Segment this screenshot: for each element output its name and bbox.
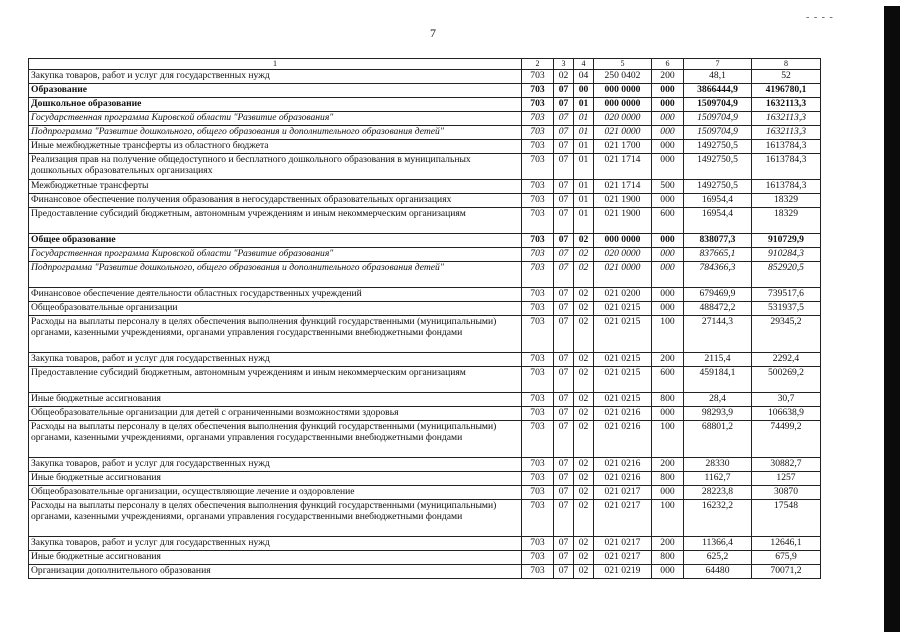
row-amount-col7: 679469,9 (684, 288, 752, 302)
row-expense-type: 200 (652, 353, 684, 367)
row-amount-col8: 2292,4 (752, 353, 821, 367)
row-section: 07 (554, 472, 574, 486)
row-name: Расходы на выплаты персоналу в целях обеспечения выполнения функций государственными (муниципальными) органами, казенными учреждениями, органами управления государственными внебюджетными фондами (29, 316, 522, 353)
header-col-3: 3 (554, 59, 574, 70)
row-amount-col8: 18329 (752, 208, 821, 234)
row-ministry-code: 703 (522, 565, 554, 579)
row-amount-col8: 29345,2 (752, 316, 821, 353)
row-target-code: 250 0402 (594, 70, 652, 84)
row-ministry-code: 703 (522, 393, 554, 407)
row-expense-type: 000 (652, 84, 684, 98)
row-target-code: 021 1900 (594, 208, 652, 234)
header-col-7: 7 (684, 59, 752, 70)
row-subsection: 01 (574, 208, 594, 234)
table-row (29, 367, 821, 393)
row-section: 07 (554, 500, 574, 537)
row-ministry-code: 703 (522, 367, 554, 393)
row-amount-col7: 16954,4 (684, 194, 752, 208)
row-target-code: 021 0000 (594, 262, 652, 288)
row-subsection: 02 (574, 472, 594, 486)
table-row (29, 70, 821, 84)
table-row (29, 500, 821, 537)
row-amount-col8: 70071,2 (752, 565, 821, 579)
row-subsection: 02 (574, 248, 594, 262)
row-subsection: 02 (574, 565, 594, 579)
row-section: 07 (554, 407, 574, 421)
row-target-code: 021 1700 (594, 140, 652, 154)
row-amount-col7: 1492750,5 (684, 180, 752, 194)
row-ministry-code: 703 (522, 208, 554, 234)
table-row (29, 472, 821, 486)
table-row (29, 407, 821, 421)
row-name: Иные бюджетные ассигнования (29, 472, 522, 486)
row-section: 07 (554, 98, 574, 112)
row-expense-type: 000 (652, 126, 684, 140)
table-row (29, 458, 821, 472)
table-row (29, 140, 821, 154)
row-amount-col7: 3866444,9 (684, 84, 752, 98)
row-ministry-code: 703 (522, 353, 554, 367)
row-amount-col8: 17548 (752, 500, 821, 537)
header-col-6: 6 (652, 59, 684, 70)
row-amount-col7: 16954,4 (684, 208, 752, 234)
row-expense-type: 000 (652, 565, 684, 579)
row-target-code: 021 0000 (594, 126, 652, 140)
row-name: Предоставление субсидий бюджетным, автономным учреждениям и иным некоммерческим организациям (29, 208, 522, 234)
row-amount-col7: 16232,2 (684, 500, 752, 537)
row-expense-type: 800 (652, 551, 684, 565)
row-target-code: 021 0217 (594, 537, 652, 551)
row-name: Иные бюджетные ассигнования (29, 393, 522, 407)
table-row (29, 421, 821, 458)
row-name: Государственная программа Кировской области "Развитие образования" (29, 248, 522, 262)
row-amount-col7: 459184,1 (684, 367, 752, 393)
row-amount-col8: 12646,1 (752, 537, 821, 551)
row-ministry-code: 703 (522, 407, 554, 421)
row-target-code: 000 0000 (594, 98, 652, 112)
row-ministry-code: 703 (522, 112, 554, 126)
header-col-2: 2 (522, 59, 554, 70)
table-row (29, 208, 821, 234)
row-expense-type: 200 (652, 458, 684, 472)
row-expense-type: 100 (652, 421, 684, 458)
row-expense-type: 000 (652, 140, 684, 154)
row-amount-col7: 27144,3 (684, 316, 752, 353)
row-subsection: 02 (574, 367, 594, 393)
header-col-5: 5 (594, 59, 652, 70)
row-amount-col8: 1613784,3 (752, 180, 821, 194)
budget-table (28, 58, 821, 579)
row-section: 07 (554, 458, 574, 472)
table-row (29, 486, 821, 500)
row-section: 07 (554, 302, 574, 316)
table-row (29, 248, 821, 262)
row-ministry-code: 703 (522, 70, 554, 84)
row-subsection: 01 (574, 154, 594, 180)
row-target-code: 021 0215 (594, 393, 652, 407)
row-subsection: 00 (574, 84, 594, 98)
row-amount-col7: 68801,2 (684, 421, 752, 458)
table-row (29, 565, 821, 579)
row-ministry-code: 703 (522, 154, 554, 180)
row-target-code: 020 0000 (594, 112, 652, 126)
table-row (29, 84, 821, 98)
row-amount-col8: 852920,5 (752, 262, 821, 288)
row-name: Иные бюджетные ассигнования (29, 551, 522, 565)
row-amount-col7: 838077,3 (684, 234, 752, 248)
row-expense-type: 800 (652, 393, 684, 407)
corner-mark: - - - - (806, 12, 834, 23)
row-ministry-code: 703 (522, 537, 554, 551)
row-name: Подпрограмма "Развитие дошкольного, общего образования и дополнительного образования детей" (29, 126, 522, 140)
row-ministry-code: 703 (522, 248, 554, 262)
row-section: 02 (554, 70, 574, 84)
table-row (29, 551, 821, 565)
row-amount-col7: 11366,4 (684, 537, 752, 551)
table-row (29, 234, 821, 248)
row-ministry-code: 703 (522, 180, 554, 194)
row-amount-col7: 48,1 (684, 70, 752, 84)
header-col-8: 8 (752, 59, 821, 70)
row-ministry-code: 703 (522, 288, 554, 302)
row-name: Закупка товаров, работ и услуг для государственных нужд (29, 353, 522, 367)
row-subsection: 02 (574, 421, 594, 458)
row-amount-col7: 1509704,9 (684, 98, 752, 112)
row-name: Подпрограмма "Развитие дошкольного, общего образования и дополнительного образования детей" (29, 262, 522, 288)
row-target-code: 021 0216 (594, 472, 652, 486)
row-amount-col7: 64480 (684, 565, 752, 579)
row-expense-type: 100 (652, 500, 684, 537)
row-name: Закупка товаров, работ и услуг для государственных нужд (29, 458, 522, 472)
header-row (29, 59, 821, 70)
row-expense-type: 000 (652, 194, 684, 208)
table-row (29, 316, 821, 353)
row-expense-type: 600 (652, 367, 684, 393)
row-target-code: 021 0200 (594, 288, 652, 302)
page-number: 7 (430, 26, 436, 40)
table-row (29, 302, 821, 316)
row-target-code: 021 1900 (594, 194, 652, 208)
table-row (29, 180, 821, 194)
scan-edge-bar (884, 6, 900, 632)
row-target-code: 021 0216 (594, 407, 652, 421)
row-section: 07 (554, 262, 574, 288)
row-subsection: 02 (574, 302, 594, 316)
row-ministry-code: 703 (522, 486, 554, 500)
row-amount-col8: 739517,6 (752, 288, 821, 302)
row-amount-col7: 1492750,5 (684, 154, 752, 180)
row-expense-type: 000 (652, 154, 684, 180)
row-expense-type: 000 (652, 486, 684, 500)
row-subsection: 02 (574, 262, 594, 288)
row-ministry-code: 703 (522, 194, 554, 208)
row-target-code: 021 0219 (594, 565, 652, 579)
row-expense-type: 600 (652, 208, 684, 234)
row-subsection: 02 (574, 288, 594, 302)
row-name: Финансовое обеспечение деятельности областных государственных учреждений (29, 288, 522, 302)
row-expense-type: 000 (652, 407, 684, 421)
table-row (29, 537, 821, 551)
row-amount-col8: 4196780,1 (752, 84, 821, 98)
row-amount-col8: 30882,7 (752, 458, 821, 472)
row-target-code: 000 0000 (594, 84, 652, 98)
table-row (29, 98, 821, 112)
row-amount-col8: 675,9 (752, 551, 821, 565)
row-name: Закупка товаров, работ и услуг для государственных нужд (29, 70, 522, 84)
table-row (29, 262, 821, 288)
row-target-code: 021 0215 (594, 353, 652, 367)
row-expense-type: 000 (652, 98, 684, 112)
row-name: Дошкольное образование (29, 98, 522, 112)
row-target-code: 021 1714 (594, 154, 652, 180)
row-target-code: 020 0000 (594, 248, 652, 262)
row-expense-type: 000 (652, 234, 684, 248)
row-amount-col7: 625,2 (684, 551, 752, 565)
row-amount-col7: 784366,3 (684, 262, 752, 288)
row-target-code: 021 0217 (594, 500, 652, 537)
row-name: Закупка товаров, работ и услуг для государственных нужд (29, 537, 522, 551)
row-section: 07 (554, 112, 574, 126)
row-amount-col8: 1257 (752, 472, 821, 486)
row-name: Предоставление субсидий бюджетным, автономным учреждениям и иным некоммерческим организациям (29, 367, 522, 393)
table-row (29, 154, 821, 180)
row-section: 07 (554, 565, 574, 579)
row-subsection: 02 (574, 353, 594, 367)
row-expense-type: 200 (652, 70, 684, 84)
row-ministry-code: 703 (522, 551, 554, 565)
table-row (29, 393, 821, 407)
row-subsection: 02 (574, 316, 594, 353)
row-expense-type: 500 (652, 180, 684, 194)
row-ministry-code: 703 (522, 234, 554, 248)
row-section: 07 (554, 486, 574, 500)
header-col-1: 1 (29, 59, 522, 70)
row-name: Иные межбюджетные трансферты из областного бюджета (29, 140, 522, 154)
row-amount-col8: 1613784,3 (752, 154, 821, 180)
table-row (29, 112, 821, 126)
row-amount-col7: 1162,7 (684, 472, 752, 486)
row-amount-col8: 1632113,3 (752, 126, 821, 140)
row-name: Межбюджетные трансферты (29, 180, 522, 194)
row-ministry-code: 703 (522, 126, 554, 140)
row-amount-col8: 1632113,3 (752, 98, 821, 112)
row-amount-col7: 488472,2 (684, 302, 752, 316)
row-subsection: 02 (574, 551, 594, 565)
row-target-code: 021 0215 (594, 316, 652, 353)
row-subsection: 02 (574, 234, 594, 248)
row-ministry-code: 703 (522, 472, 554, 486)
row-subsection: 01 (574, 126, 594, 140)
row-section: 07 (554, 551, 574, 565)
row-target-code: 021 0215 (594, 302, 652, 316)
row-section: 07 (554, 208, 574, 234)
row-subsection: 02 (574, 537, 594, 551)
row-section: 07 (554, 234, 574, 248)
row-subsection: 02 (574, 407, 594, 421)
row-amount-col7: 28330 (684, 458, 752, 472)
row-subsection: 02 (574, 393, 594, 407)
row-amount-col8: 910729,9 (752, 234, 821, 248)
row-ministry-code: 703 (522, 500, 554, 537)
row-ministry-code: 703 (522, 421, 554, 458)
row-target-code: 021 0217 (594, 551, 652, 565)
row-ministry-code: 703 (522, 98, 554, 112)
row-section: 07 (554, 84, 574, 98)
row-name: Государственная программа Кировской области "Развитие образования" (29, 112, 522, 126)
row-expense-type: 000 (652, 112, 684, 126)
row-amount-col8: 74499,2 (752, 421, 821, 458)
row-amount-col7: 1492750,5 (684, 140, 752, 154)
table-body (29, 70, 821, 579)
row-section: 07 (554, 194, 574, 208)
row-section: 07 (554, 248, 574, 262)
row-amount-col7: 837665,1 (684, 248, 752, 262)
row-amount-col7: 2115,4 (684, 353, 752, 367)
row-name: Финансовое обеспечение получения образования в негосударственных образовательных организациях (29, 194, 522, 208)
row-section: 07 (554, 367, 574, 393)
header-col-4: 4 (574, 59, 594, 70)
row-expense-type: 000 (652, 248, 684, 262)
row-section: 07 (554, 421, 574, 458)
row-target-code: 021 0216 (594, 458, 652, 472)
row-amount-col8: 52 (752, 70, 821, 84)
row-section: 07 (554, 288, 574, 302)
row-amount-col7: 28,4 (684, 393, 752, 407)
row-subsection: 02 (574, 458, 594, 472)
row-ministry-code: 703 (522, 302, 554, 316)
row-amount-col8: 910284,3 (752, 248, 821, 262)
row-expense-type: 000 (652, 288, 684, 302)
row-expense-type: 100 (652, 316, 684, 353)
row-amount-col8: 30870 (752, 486, 821, 500)
row-name: Образование (29, 84, 522, 98)
row-subsection: 01 (574, 194, 594, 208)
row-subsection: 02 (574, 500, 594, 537)
row-subsection: 01 (574, 98, 594, 112)
row-expense-type: 200 (652, 537, 684, 551)
row-ministry-code: 703 (522, 140, 554, 154)
row-target-code: 000 0000 (594, 234, 652, 248)
row-amount-col8: 1613784,3 (752, 140, 821, 154)
row-section: 07 (554, 316, 574, 353)
row-name: Общеобразовательные организации, осуществляющие лечение и оздоровление (29, 486, 522, 500)
table-row (29, 126, 821, 140)
row-target-code: 021 1714 (594, 180, 652, 194)
row-amount-col8: 106638,9 (752, 407, 821, 421)
table-row (29, 288, 821, 302)
table-row (29, 194, 821, 208)
row-expense-type: 800 (652, 472, 684, 486)
row-name: Расходы на выплаты персоналу в целях обеспечения выполнения функций государственными (муниципальными) органами, казенными учреждениями, органами управления государственными внебюджетными фондами (29, 500, 522, 537)
row-section: 07 (554, 140, 574, 154)
row-amount-col8: 531937,5 (752, 302, 821, 316)
row-section: 07 (554, 353, 574, 367)
row-amount-col7: 28223,8 (684, 486, 752, 500)
row-amount-col7: 98293,9 (684, 407, 752, 421)
row-ministry-code: 703 (522, 84, 554, 98)
row-ministry-code: 703 (522, 262, 554, 288)
row-amount-col7: 1509704,9 (684, 126, 752, 140)
row-subsection: 01 (574, 112, 594, 126)
row-expense-type: 000 (652, 262, 684, 288)
row-ministry-code: 703 (522, 458, 554, 472)
row-amount-col8: 500269,2 (752, 367, 821, 393)
row-name: Реализация прав на получение общедоступного и бесплатного дошкольного образования в муниципальных дошкольных образовательных организациях (29, 154, 522, 180)
row-subsection: 01 (574, 180, 594, 194)
row-amount-col7: 1509704,9 (684, 112, 752, 126)
row-expense-type: 000 (652, 302, 684, 316)
row-subsection: 04 (574, 70, 594, 84)
row-target-code: 021 0216 (594, 421, 652, 458)
row-target-code: 021 0215 (594, 367, 652, 393)
row-subsection: 01 (574, 140, 594, 154)
row-section: 07 (554, 126, 574, 140)
row-amount-col8: 30,7 (752, 393, 821, 407)
row-section: 07 (554, 537, 574, 551)
row-ministry-code: 703 (522, 316, 554, 353)
row-target-code: 021 0217 (594, 486, 652, 500)
row-name: Общее образование (29, 234, 522, 248)
row-amount-col8: 1632113,3 (752, 112, 821, 126)
row-section: 07 (554, 393, 574, 407)
table-row (29, 353, 821, 367)
row-name: Общеобразовательные организации (29, 302, 522, 316)
row-name: Расходы на выплаты персоналу в целях обеспечения выполнения функций государственными (муниципальными) органами, казенными учреждениями, органами управления государственными внебюджетными фондами (29, 421, 522, 458)
row-amount-col8: 18329 (752, 194, 821, 208)
row-section: 07 (554, 180, 574, 194)
row-name: Общеобразовательные организации для детей с ограниченными возможностями здоровья (29, 407, 522, 421)
row-subsection: 02 (574, 486, 594, 500)
row-name: Организации дополнительного образования (29, 565, 522, 579)
row-section: 07 (554, 154, 574, 180)
